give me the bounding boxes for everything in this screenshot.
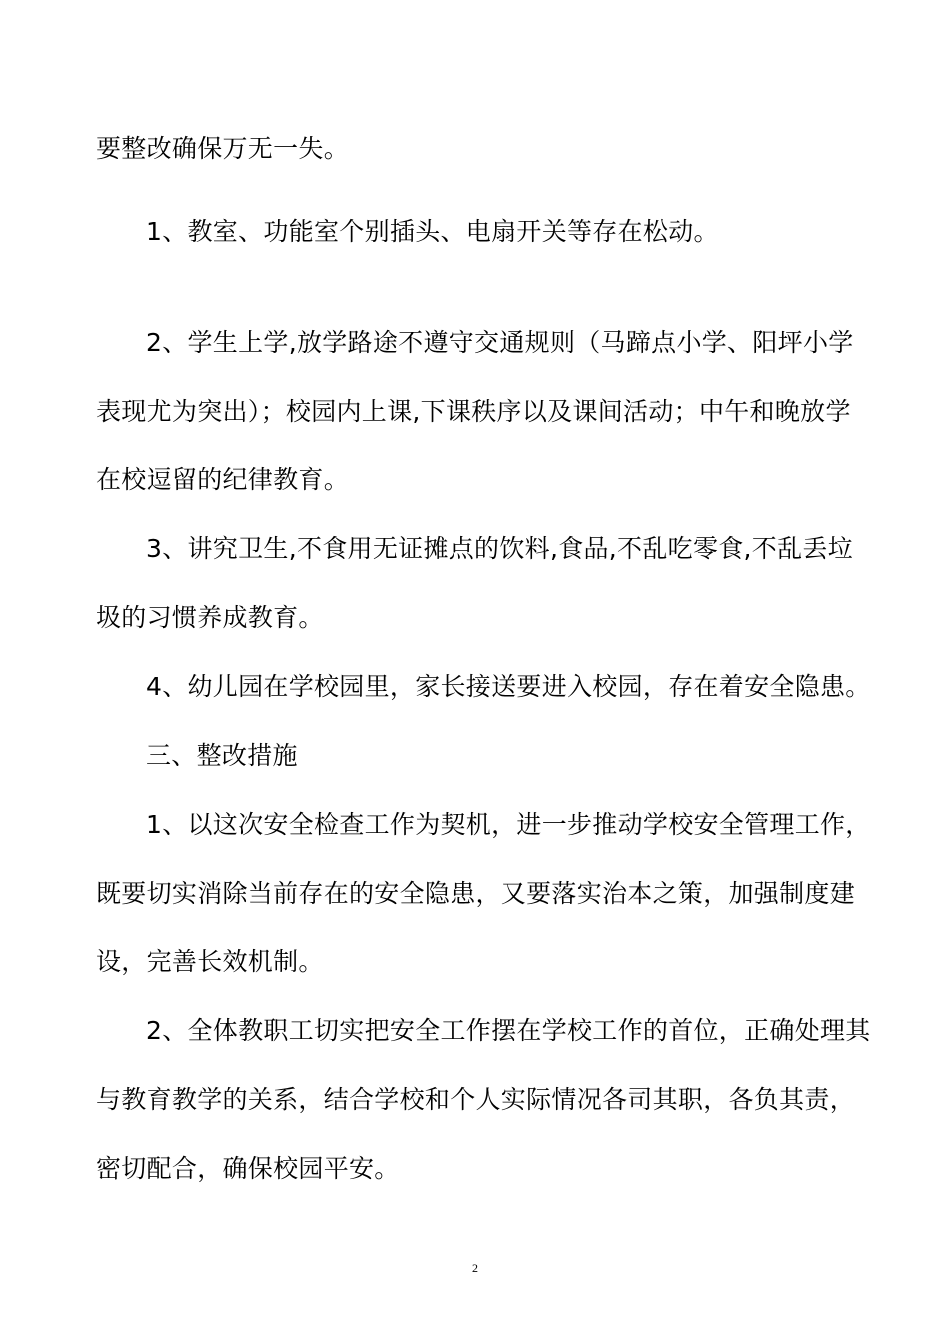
text-line-1: 要整改确保万无一失。 (96, 134, 350, 163)
text-line-3: 2、学生上学,放学路途不遵守交通规则（马蹄点小学、阳坪小学 (146, 328, 854, 357)
text-line-15: 密切配合，确保校园平安。 (96, 1154, 400, 1183)
text-line-4: 表现尤为突出）；校园内上课,下课秩序以及课间活动；中午和晚放学 (96, 397, 851, 426)
text-line-7: 圾的习惯养成教育。 (96, 603, 324, 632)
text-line-10: 1、以这次安全检查工作为契机，进一步推动学校安全管理工作， (146, 810, 871, 839)
text-line-5: 在校逗留的纪律教育。 (96, 465, 350, 494)
text-line-2: 1、教室、功能室个别插头、电扇开关等存在松动。 (146, 217, 719, 246)
text-line-14: 与教育教学的关系，结合学校和个人实际情况各司其职，各负其责， (96, 1085, 856, 1114)
text-line-12: 设，完善长效机制。 (96, 947, 324, 976)
text-line-11: 既要切实消除当前存在的安全隐患，又要落实治本之策，加强制度建 (96, 879, 856, 908)
section-heading: 三、整改措施 (146, 741, 298, 770)
text-line-8: 4、幼儿园在学校园里，家长接送要进入校园，存在着安全隐患。 (146, 672, 871, 701)
page-number: 2 (472, 1261, 478, 1275)
text-line-13: 2、全体教职工切实把安全工作摆在学校工作的首位，正确处理其 (146, 1016, 871, 1045)
text-line-6: 3、讲究卫生,不食用无证摊点的饮料,食品,不乱吃零食,不乱丢垃 (146, 534, 853, 563)
